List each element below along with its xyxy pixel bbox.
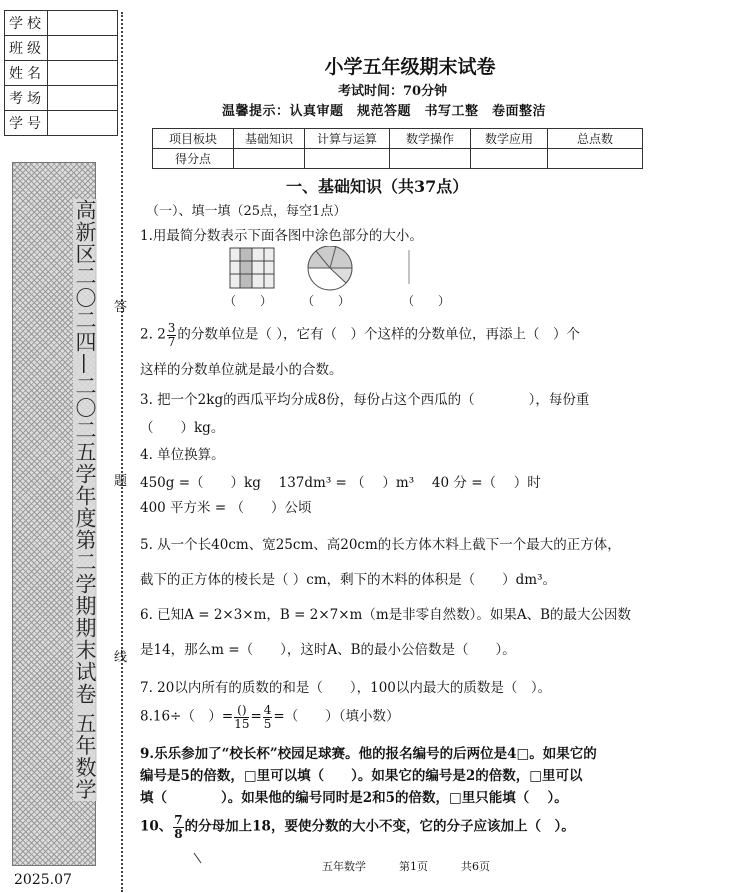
circle-figure	[308, 246, 352, 290]
question-9-line2: 编号是5的倍数，□里可以填（ ）。如果它的编号是2的倍数，□里可以	[140, 768, 583, 784]
score-cell[interactable]	[305, 149, 390, 169]
score-header: 数学应用	[471, 129, 548, 149]
score-header: 数学操作	[390, 129, 471, 149]
info-value[interactable]	[48, 86, 118, 111]
question-5-cont: 截下的正方体的棱长是（ ）cm，剩下的木料的体积是（ ）dm³。	[140, 572, 557, 588]
answer-blank[interactable]: （ ）	[224, 294, 273, 308]
question-2: 2. 2 $\frac{3}{7}$ 的分数单位是（ ），它有（ ）个这样的分数单位，再添上（ ）个	[140, 321, 580, 349]
info-label: 学号	[5, 111, 48, 136]
question-4-line2: 400 平方米 = （ ）公顷	[140, 500, 312, 516]
section-title: 一、基础知识（共37点）	[286, 177, 469, 196]
subsection-title: （一）、填一填（25点，每空1点）	[146, 204, 347, 219]
question-9: 9.乐乐参加了“校长杯”校园足球赛。他的报名编号的后两位是4□。如果它的	[140, 746, 597, 762]
fraction: $\frac{7}{8}$	[174, 813, 183, 841]
question-3: 3. 把一个2kg的西瓜平均分成8份，每份占这个西瓜的（ ），每份重	[140, 392, 590, 408]
score-row-label: 得分点	[153, 149, 234, 169]
score-header: 总点数	[548, 129, 643, 149]
info-label: 考场	[5, 86, 48, 111]
exam-tips: 温馨提示：认真审题 规范答题 书写工整 卷面整洁	[222, 104, 547, 119]
student-info-table	[4, 10, 118, 136]
score-cell[interactable]	[234, 149, 305, 169]
fold-line	[121, 12, 123, 892]
info-value[interactable]	[48, 36, 118, 61]
question-2-cont: 这样的分数单位就是最小的合数。	[140, 362, 343, 378]
side-mark: 题	[114, 474, 128, 489]
question-4-line1: 450g =（ ）kg 137dm³ = （ ）m³ 40 分 =（ ）时	[140, 475, 541, 491]
exam-banner	[12, 162, 96, 866]
info-label: 姓名	[5, 61, 48, 86]
question-8: 8.16÷（ ）= $\frac{()}{15}$ = $\frac{4}{5}$ =（ ）（填小数）	[140, 703, 400, 731]
score-table	[152, 128, 643, 169]
question-4: 4. 单位换算。	[140, 447, 225, 463]
question-10: 10、 $\frac{7}{8}$ 的分母加上18，要使分数的大小不变，它的分子应该加上（ ）。	[140, 813, 575, 841]
question-6: 6. 已知A = 2×3×m，B = 2×7×m（m是非零自然数）。如果A、B的最大公因数	[140, 607, 632, 623]
info-value[interactable]	[48, 61, 118, 86]
question-5: 5. 从一个长40cm、宽25cm、高20cm的长方体木料上截下一个最大的正方体，	[140, 537, 621, 553]
side-mark: 线	[114, 650, 128, 665]
fraction: $\frac{()}{15}$	[234, 703, 250, 731]
answer-blank[interactable]: （ ）	[402, 294, 451, 308]
question-7: 7. 20以内所有的质数的和是（ ），100以内最大的质数是（ ）。	[140, 680, 552, 696]
question-9-line3: 填（ ）。如果他的编号同时是2和5的倍数，□里只能填（ ）。	[140, 790, 568, 806]
score-header: 项目板块	[153, 129, 234, 149]
score-cell[interactable]	[548, 149, 643, 169]
answer-blank[interactable]: （ ）	[302, 294, 351, 308]
score-cell[interactable]	[390, 149, 471, 169]
info-label: 学校	[5, 11, 48, 36]
score-cell[interactable]	[471, 149, 548, 169]
question-3-cont: （ ）kg。	[140, 420, 225, 436]
exam-time: 考试时间：70分钟	[338, 84, 448, 99]
stray-mark	[192, 852, 204, 864]
q2-number: 2.	[140, 326, 153, 343]
info-value[interactable]	[48, 111, 118, 136]
question-1: 1.用最简分数表示下面各图中涂色部分的大小。	[140, 228, 423, 244]
question-6-cont: 是14，那么m =（ ），这时A、B的最小公倍数是（ ）。	[140, 642, 516, 658]
info-label: 班级	[5, 36, 48, 61]
shaded-figures	[228, 246, 448, 294]
mixed-number-whole: 2	[157, 326, 166, 343]
fraction: $\frac{3}{7}$	[167, 321, 176, 349]
grid-figure	[230, 248, 274, 288]
page-footer: 五年数学 第1页 共6页	[322, 860, 490, 873]
fraction: $\frac{4}{5}$	[263, 703, 272, 731]
page-title: 小学五年级期末试卷	[324, 56, 496, 78]
score-header: 计算与运算	[305, 129, 390, 149]
score-header: 基础知识	[234, 129, 305, 149]
exam-banner-text: 高新区二〇二四—二〇二五学年度第二学期期末试卷 五年数学	[73, 199, 97, 801]
exam-year: 2025.07	[14, 872, 72, 888]
info-value[interactable]	[48, 11, 118, 36]
side-mark: 答	[114, 300, 128, 315]
